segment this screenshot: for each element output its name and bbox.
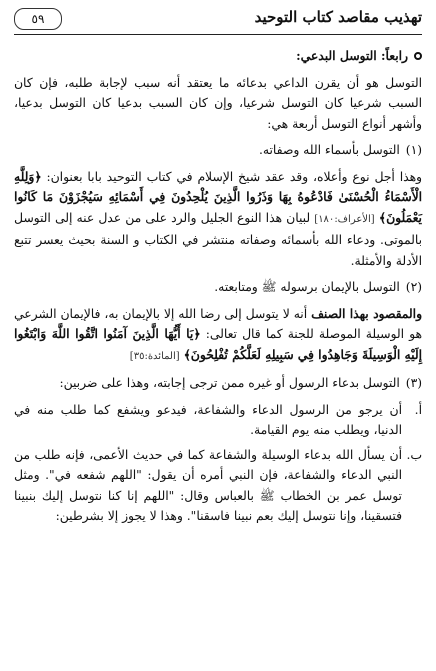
header-divider — [14, 34, 422, 35]
sub-item-b — [14, 445, 422, 527]
quran-verse: ﴿وَلِلَّهِ الْأَسْمَاءُ الْحُسْنَىٰ فَادْعُوهُ بِهَا وَذَرُوا الَّذِينَ يُلْحِدُونَ فِي أَسْمَائِهِ سَيُجْزَوْنَ مَا كَانُوا يَعْمَلُونَ﴾ — [14, 168, 422, 225]
sub-item-letter: أ. — [414, 402, 422, 417]
paragraph-iman — [14, 304, 422, 368]
item-number: (١) — [405, 143, 422, 157]
item-number: (٢) — [405, 280, 422, 294]
paragraph-asma — [14, 167, 422, 272]
section-heading-text: رابعاً: التوسل البدعي: — [296, 48, 408, 63]
verse-reference: [المائدة:٣٥] — [129, 350, 180, 362]
bullet-icon — [414, 52, 422, 60]
quran-verse: ﴿يَا أَيُّهَا الَّذِينَ آمَنُوا اتَّقُوا اللَّهَ وَابْتَغُوا إِلَيْهِ الْوَسِيلَةَ وَجَاهِدُوا فِي سَبِيلِهِ لَعَلَّكُمْ تُفْلِحُونَ﴾ — [14, 326, 422, 362]
page-body — [14, 42, 422, 531]
paragraph-text: لبيان هذا النوع الجليل والرد على من عدل عنه إلى التوسل بالموتى. ودعاء الله بأسمائه وصفاته منتشر في الكتاب و السنة بحيث يعسر تتبع الأدلة والأمثلة. — [14, 210, 422, 268]
sub-item-text: أن يرجو من الرسول الدعاء والشفاعة، فيدعو ويشفع كما طلب منه في الدنيا، ويطلب منه يوم القيامة. — [14, 402, 402, 437]
page-header — [14, 8, 422, 32]
book-title: تهذيب مقاصد كتاب التوحيد — [254, 8, 422, 26]
verse-reference: [الأعراف:١٨٠] — [314, 213, 375, 225]
list-item-1 — [14, 140, 422, 161]
sub-item-letter: ب. — [406, 447, 422, 462]
section-heading — [14, 46, 422, 67]
page-number: ٥٩ — [14, 8, 62, 30]
bold-lead: والمقصود بهذا الصنف — [311, 305, 423, 321]
sub-item-text: أن يسأل الله بدعاء الوسيلة والشفاعة كما في حديث الأعمى، فإنه طلب من النبي الدعاء والشفاعة، فإن النبي أمره أن يقول: "اللهم شفعه في". ومثل توسل عمر بن الخطاب ﷺ بالعباس وقال: "اللهم إنا كنا نتوسل إليك بنبينا فتسقينا، وإنا نتوسل إليك بعم نبينا فاسقنا". وهذا لا يجوز إلا بشرطين: — [14, 447, 402, 523]
item-text: التوسل بالإيمان برسوله ﷺ ومتابعته. — [214, 280, 400, 294]
sub-item-a — [14, 400, 422, 441]
item-text: التوسل بدعاء الرسول أو غيره ممن ترجى إجابته، وهذا على ضربين: — [59, 376, 400, 390]
paragraph-intro: التوسل هو أن يقرن الداعي بدعائه ما يعتقد أنه سبب لإجابة طلبه، فإن كان السبب شرعيا كان التوسل شرعيا، وإن كان السبب بدعيا كان التوسل بدعيا، وأشهر أنواع التوسل أربعة هي: — [14, 75, 422, 131]
paragraph-text: أنه لا يتوسل إلى رضا الله إلا بالإيمان به، فالإيمان الشرعي هو الوسيلة الموصلة للجنة كما قال تعالى: — [14, 306, 422, 341]
paragraph-text: وهذا أجل نوع وأعلاه، وقد عقد شيخ الإسلام في كتاب التوحيد بابا بعنوان: — [46, 169, 422, 184]
item-number: (٣) — [405, 376, 422, 390]
list-item-3 — [14, 373, 422, 394]
item-text: التوسل بأسماء الله وصفاته. — [258, 143, 400, 157]
list-item-2 — [14, 277, 422, 298]
